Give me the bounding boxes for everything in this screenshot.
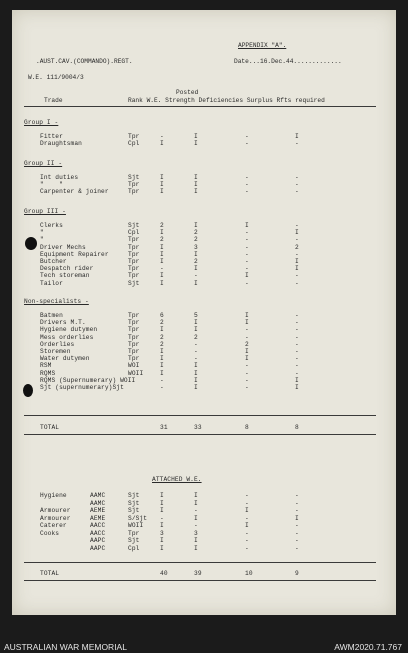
row-deficiency-value: - <box>245 188 249 196</box>
row-rank: Tpr <box>128 319 140 327</box>
row-we-value: 2 <box>160 319 164 327</box>
row-we-value: I <box>160 258 164 265</box>
row-strength-value: I <box>194 492 198 499</box>
row-strength-value: 3 <box>194 529 198 537</box>
row-deficiency-value: I <box>245 312 249 319</box>
row-strength-value: 3 <box>194 243 198 251</box>
row-strength-value: I <box>194 222 198 229</box>
row-rank: Tpr <box>128 265 140 273</box>
row-we-value: I <box>160 537 164 544</box>
row-trade: Carpenter & joiner <box>40 188 109 196</box>
row-strength-value: I <box>194 537 198 544</box>
row-strength-value: I <box>194 319 198 327</box>
row-strength-value: I <box>194 250 198 258</box>
row-trade: Sjt (supernumerary)Sjt <box>40 384 124 391</box>
group-heading: Group III - <box>24 208 66 215</box>
row-strength-value: 2 <box>194 229 198 237</box>
row-rank: WOII <box>128 522 144 529</box>
row-trade: Drivers M.T. <box>40 319 86 327</box>
row-strength-value: I <box>194 188 198 196</box>
total2-surplus: 9 <box>295 570 299 577</box>
row-deficiency-value: - <box>245 376 249 384</box>
row-trade: Equipment Repairer <box>40 250 109 258</box>
row-deficiency-value: I <box>245 355 249 363</box>
total-strength: 33 <box>194 424 202 431</box>
appendix-label: APPENDIX "A". <box>238 42 287 49</box>
row-surplus-value: - <box>295 333 299 341</box>
row-trade: Fitter <box>40 133 63 140</box>
row-strength-value: I <box>194 362 198 370</box>
row-surplus-value: - <box>295 272 299 280</box>
row-trade: " " <box>40 181 63 189</box>
row-trade: Cooks <box>40 529 60 537</box>
row-rank: WOII <box>128 369 144 377</box>
archive-id: AWM2020.71.767 <box>334 642 402 652</box>
row-rank: Cpl <box>128 544 140 552</box>
row-rank: Tpr <box>128 340 140 348</box>
row-surplus-value: I <box>295 514 299 522</box>
row-deficiency-value: - <box>245 384 249 391</box>
row-surplus-value: - <box>295 340 299 348</box>
row-deficiency-value: - <box>245 258 249 265</box>
row-deficiency-value: - <box>245 362 249 370</box>
row-strength-value: I <box>194 326 198 334</box>
row-trade: RQMS <box>40 369 56 377</box>
row-rank: Sjt <box>128 537 140 544</box>
row-we-value: - <box>160 514 164 522</box>
row-trade: " <box>40 229 44 237</box>
row-deficiency-value: - <box>245 529 249 537</box>
row-strength-value: I <box>194 133 198 140</box>
row-we-value: I <box>160 369 164 377</box>
row-surplus-value: I <box>295 376 299 384</box>
row-strength-value: I <box>194 265 198 273</box>
row-trade: Mess orderlies <box>40 333 94 341</box>
row-surplus-value: - <box>295 188 299 196</box>
row-deficiency-value: - <box>245 181 249 189</box>
row-rank: Sjt <box>128 174 140 181</box>
row-strength-value: I <box>194 174 198 181</box>
row-rank: Tpr <box>128 333 140 341</box>
ink-blot <box>23 384 33 397</box>
group-heading: Group I - <box>24 119 59 126</box>
total2-strength: 39 <box>194 570 202 577</box>
row-deficiency-value: - <box>245 236 249 244</box>
row-deficiency-value: 2 <box>245 340 249 348</box>
row-trade: Tailor <box>40 279 63 287</box>
row-surplus-value: - <box>295 312 299 319</box>
row-trade: Hygiene <box>40 492 67 499</box>
row-we-value: I <box>160 272 164 280</box>
row-surplus-value: - <box>295 499 299 507</box>
total2-label: TOTAL <box>40 570 60 577</box>
row-surplus-value: - <box>295 174 299 181</box>
row-deficiency-value: - <box>245 514 249 522</box>
row-deficiency-value: - <box>245 333 249 341</box>
total-deficiency: 8 <box>245 424 249 431</box>
row-surplus-value: I <box>295 133 299 140</box>
row-we-value: I <box>160 492 164 499</box>
row-surplus-value: I <box>295 265 299 273</box>
row-corps: AACC <box>90 529 106 537</box>
row-rank: Sjt <box>128 492 140 499</box>
row-surplus-value: 2 <box>295 243 299 251</box>
row-surplus-value: I <box>295 229 299 237</box>
row-strength-value: 2 <box>194 236 198 244</box>
row-trade: Tech storeman <box>40 272 90 280</box>
row-surplus-value: - <box>295 522 299 529</box>
total-we: 31 <box>160 424 168 431</box>
row-surplus-value: - <box>295 544 299 552</box>
row-corps: AACC <box>90 522 106 529</box>
row-trade: Orderlies <box>40 340 75 348</box>
row-strength-value: I <box>194 369 198 377</box>
row-we-value: I <box>160 326 164 334</box>
row-corps: AAPC <box>90 537 106 544</box>
column-trade: Trade <box>44 97 63 104</box>
row-deficiency-value: - <box>245 133 249 140</box>
row-surplus-value: - <box>295 140 299 148</box>
row-we-value: 2 <box>160 340 164 348</box>
row-corps: AAPC <box>90 544 106 552</box>
row-deficiency-value: - <box>245 369 249 377</box>
document-page <box>12 10 396 615</box>
row-surplus-value: - <box>295 348 299 355</box>
row-we-value: I <box>160 181 164 189</box>
row-rank: Tpr <box>128 243 140 251</box>
row-deficiency-value: - <box>245 326 249 334</box>
row-we-value: I <box>160 250 164 258</box>
row-we-value: I <box>160 188 164 196</box>
row-strength-value: - <box>194 507 198 514</box>
row-we-value: - <box>160 265 164 273</box>
row-surplus-value: - <box>295 250 299 258</box>
row-strength-value: I <box>194 384 198 391</box>
archive-name: AUSTRALIAN WAR MEMORIAL <box>4 642 127 652</box>
row-strength-value: - <box>194 340 198 348</box>
row-surplus-value: I <box>295 384 299 391</box>
row-we-value: 6 <box>160 312 164 319</box>
row-rank: Sjt <box>128 507 140 514</box>
row-deficiency-value: I <box>245 348 249 355</box>
row-rank: Tpr <box>128 348 140 355</box>
row-strength-value: - <box>194 348 198 355</box>
row-deficiency-value: I <box>245 319 249 327</box>
row-we-value: - <box>160 133 164 140</box>
row-trade: Draughtsman <box>40 140 82 148</box>
row-deficiency-value: - <box>245 250 249 258</box>
row-strength-value: 2 <box>194 333 198 341</box>
total-label: TOTAL <box>40 424 60 431</box>
row-strength-value: I <box>194 544 198 552</box>
row-rank: Tpr <box>128 272 140 280</box>
row-we-value: I <box>160 243 164 251</box>
row-we-value: I <box>160 174 164 181</box>
row-we-value: - <box>160 376 164 384</box>
row-rank: Tpr <box>128 133 140 140</box>
row-strength-value: 2 <box>194 258 198 265</box>
row-trade: Int duties <box>40 174 79 181</box>
total-rule-bottom <box>24 434 376 435</box>
row-we-value: I <box>160 279 164 287</box>
row-deficiency-value: - <box>245 140 249 148</box>
row-we-value: I <box>160 229 164 237</box>
row-deficiency-value: - <box>245 265 249 273</box>
total-surplus: 8 <box>295 424 299 431</box>
row-rank: Tpr <box>128 529 140 537</box>
row-rank: S/Sjt <box>128 514 148 522</box>
row-deficiency-value: - <box>245 499 249 507</box>
row-deficiency-value: - <box>245 492 249 499</box>
row-corps: AEME <box>90 514 106 522</box>
row-strength-value: I <box>194 499 198 507</box>
row-surplus-value: - <box>295 492 299 499</box>
ink-blot <box>25 237 37 250</box>
group-heading: Non-specialists - <box>24 298 89 305</box>
row-rank: Cpl <box>128 229 140 237</box>
row-trade: Batmen <box>40 312 63 319</box>
row-we-value: I <box>160 355 164 363</box>
row-trade: Despatch rider <box>40 265 94 273</box>
total2-deficiency: 10 <box>245 570 253 577</box>
row-trade: Water dutymen <box>40 355 90 363</box>
row-rank: Tpr <box>128 326 140 334</box>
row-trade: Armourer <box>40 507 71 514</box>
row-we-value: I <box>160 544 164 552</box>
row-trade: Armourer <box>40 514 71 522</box>
header-rule <box>24 106 376 107</box>
row-surplus-value: - <box>295 369 299 377</box>
row-deficiency-value: - <box>245 544 249 552</box>
total2-rule-bottom <box>24 580 376 581</box>
row-surplus-value: - <box>295 236 299 244</box>
row-trade: RSM <box>40 362 52 370</box>
row-deficiency-value: - <box>245 279 249 287</box>
row-strength-value: I <box>194 181 198 189</box>
row-strength-value: 5 <box>194 312 198 319</box>
row-we-value: 2 <box>160 333 164 341</box>
row-surplus-value: - <box>295 362 299 370</box>
row-surplus-value: - <box>295 355 299 363</box>
row-we-value: I <box>160 348 164 355</box>
total-rule-top <box>24 415 376 416</box>
row-deficiency-value: I <box>245 272 249 280</box>
row-rank: Tpr <box>128 188 140 196</box>
row-deficiency-value: I <box>245 222 249 229</box>
row-strength-value: I <box>194 376 198 384</box>
column-headers: Rank W.E. Strength Deficiencies Surplus Rfts required <box>128 97 325 104</box>
row-rank: Tpr <box>128 355 140 363</box>
row-deficiency-value: I <box>245 522 249 529</box>
unit-name: .AUST.CAV.(COMMANDO).REGT. <box>36 58 133 65</box>
row-surplus-value: - <box>295 319 299 327</box>
column-posted: Posted <box>176 89 199 96</box>
row-strength-value: I <box>194 514 198 522</box>
document-date: Date...16.Dec.44............. <box>234 58 342 65</box>
total2-rule-top <box>24 562 376 563</box>
row-trade: Clerks <box>40 222 63 229</box>
row-we-value: I <box>160 140 164 148</box>
row-surplus-value: - <box>295 529 299 537</box>
row-trade: Caterer <box>40 522 67 529</box>
row-surplus-value: - <box>295 326 299 334</box>
row-trade: " <box>40 236 44 244</box>
row-rank: WOI <box>128 362 140 370</box>
row-we-value: I <box>160 499 164 507</box>
row-corps: AEME <box>90 507 106 514</box>
row-surplus-value: I <box>295 258 299 265</box>
row-rank: Tpr <box>128 236 140 244</box>
row-deficiency-value: - <box>245 174 249 181</box>
total2-we: 40 <box>160 570 168 577</box>
row-trade: Butcher <box>40 258 67 265</box>
row-rank: Tpr <box>128 312 140 319</box>
row-strength-value: - <box>194 522 198 529</box>
row-we-value: I <box>160 362 164 370</box>
row-deficiency-value: - <box>245 243 249 251</box>
row-rank: Cpl <box>128 140 140 148</box>
group-heading: Group II - <box>24 160 63 167</box>
row-rank: Tpr <box>128 258 140 265</box>
row-deficiency-value: - <box>245 537 249 544</box>
row-we-value: I <box>160 522 164 529</box>
row-deficiency-value: - <box>245 229 249 237</box>
row-we-value: - <box>160 384 164 391</box>
row-rank: Tpr <box>128 250 140 258</box>
row-surplus-value: - <box>295 222 299 229</box>
row-rank: Sjt <box>128 222 140 229</box>
row-rank: Sjt <box>128 499 140 507</box>
row-we-value: I <box>160 507 164 514</box>
row-strength-value: - <box>194 272 198 280</box>
row-rank: Tpr <box>128 181 140 189</box>
row-trade: Storemen <box>40 348 71 355</box>
row-strength-value: - <box>194 355 198 363</box>
row-deficiency-value: I <box>245 507 249 514</box>
archive-footer <box>0 615 408 653</box>
row-we-value: 3 <box>160 529 164 537</box>
row-trade: Hygiene dutymen <box>40 326 98 334</box>
row-surplus-value: - <box>295 537 299 544</box>
row-we-value: 2 <box>160 222 164 229</box>
row-corps: AAMC <box>90 492 106 499</box>
attached-title: ATTACHED W.E. <box>152 476 202 483</box>
row-trade: RQMS (Supernumerary) WOII <box>40 376 136 384</box>
row-corps: AAMC <box>90 499 106 507</box>
we-reference: W.E. 111/9004/3 <box>28 74 84 81</box>
row-we-value: 2 <box>160 236 164 244</box>
row-strength-value: I <box>194 140 198 148</box>
row-strength-value: I <box>194 279 198 287</box>
row-surplus-value: - <box>295 279 299 287</box>
row-trade: Driver Mechs <box>40 243 86 251</box>
row-rank: Sjt <box>128 279 140 287</box>
row-surplus-value: - <box>295 181 299 189</box>
row-surplus-value: - <box>295 507 299 514</box>
